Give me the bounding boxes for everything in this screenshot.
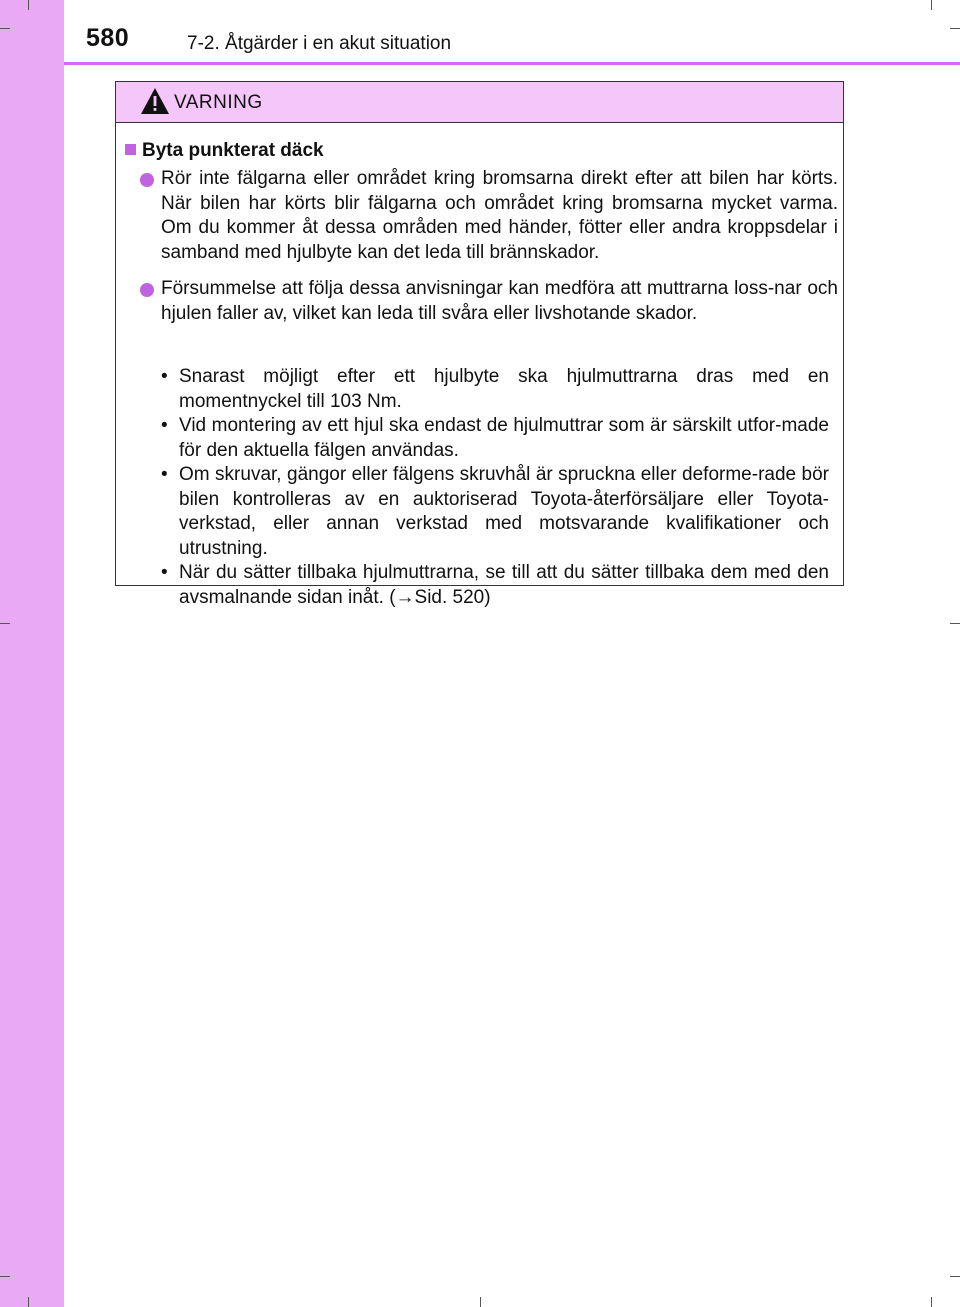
crop-mark xyxy=(0,1276,10,1277)
warning-item-text: Försummelse att följa dessa anvisningar kan medföra att muttrarna loss-nar och hjulen faller av, vilket kan leda till svåra eller livshotande skador. xyxy=(161,278,838,324)
list-item-text: Vid montering av ett hjul ska endast de hjulmuttrar som är särskilt utfor-made för den aktuella fälgen användas. xyxy=(179,415,829,461)
side-color-band xyxy=(0,0,64,1307)
bullet-dot: • xyxy=(161,464,168,485)
list-item xyxy=(161,414,829,463)
crop-mark xyxy=(950,623,960,624)
warning-item xyxy=(140,167,838,265)
header-divider xyxy=(64,62,960,65)
warning-item xyxy=(140,277,838,326)
crop-mark xyxy=(28,1297,29,1307)
warning-header xyxy=(116,82,843,123)
warning-item-text: Rör inte fälgarna eller området kring bromsarna direkt efter att bilen har körts. När bilen har körts blir fälgarna och området kring bromsarna mycket varma. Om du kommer åt dessa områden med händer, fötter eller andra kroppsdelar i samband med hjulbyte kan det leda till brännskador. xyxy=(161,168,838,263)
crop-mark xyxy=(931,1297,932,1307)
section-title: 7-2. Åtgärder i en akut situation xyxy=(187,33,452,54)
crop-mark xyxy=(0,28,10,29)
list-item-text: Om skruvar, gängor eller fälgens skruvhål är spruckna eller deforme-rade bör bilen kontrolleras av en auktoriserad Toyota-återförsäljare eller Toyota-verkstad, eller annan verkstad med motsvarande kvalifikationer och utrustning. xyxy=(179,464,829,559)
page-number: 580 xyxy=(86,24,130,52)
bullet-dot: • xyxy=(161,366,168,387)
crop-mark xyxy=(931,0,932,10)
warning-box xyxy=(115,81,844,608)
list-item xyxy=(161,365,829,414)
crop-mark xyxy=(480,1297,481,1307)
circle-bullet-icon xyxy=(140,283,154,297)
square-bullet-icon xyxy=(125,144,136,155)
list-item-text: När du sätter tillbaka hjulmuttrarna, se till att du sätter tillbaka dem med den avsmalnande sidan inåt. (→Sid. 520) xyxy=(179,562,829,608)
crop-mark xyxy=(950,28,960,29)
list-item-text: Snarast möjligt efter ett hjulbyte ska hjulmuttrarna dras med en momentnyckel till 103 Nm. xyxy=(179,366,829,412)
bullet-dot: • xyxy=(161,415,168,436)
crop-mark xyxy=(0,623,10,624)
list-item xyxy=(161,561,829,610)
crop-mark xyxy=(950,1276,960,1277)
crop-mark xyxy=(28,0,29,10)
warning-subitems xyxy=(161,365,829,610)
warning-heading-text: Byta punkterat däck xyxy=(142,140,324,161)
list-item xyxy=(161,463,829,561)
circle-bullet-icon xyxy=(140,173,154,187)
warning-heading xyxy=(125,140,324,162)
warning-triangle-icon xyxy=(140,87,170,115)
warning-label: VARNING xyxy=(174,92,263,113)
bullet-dot: • xyxy=(161,562,168,583)
